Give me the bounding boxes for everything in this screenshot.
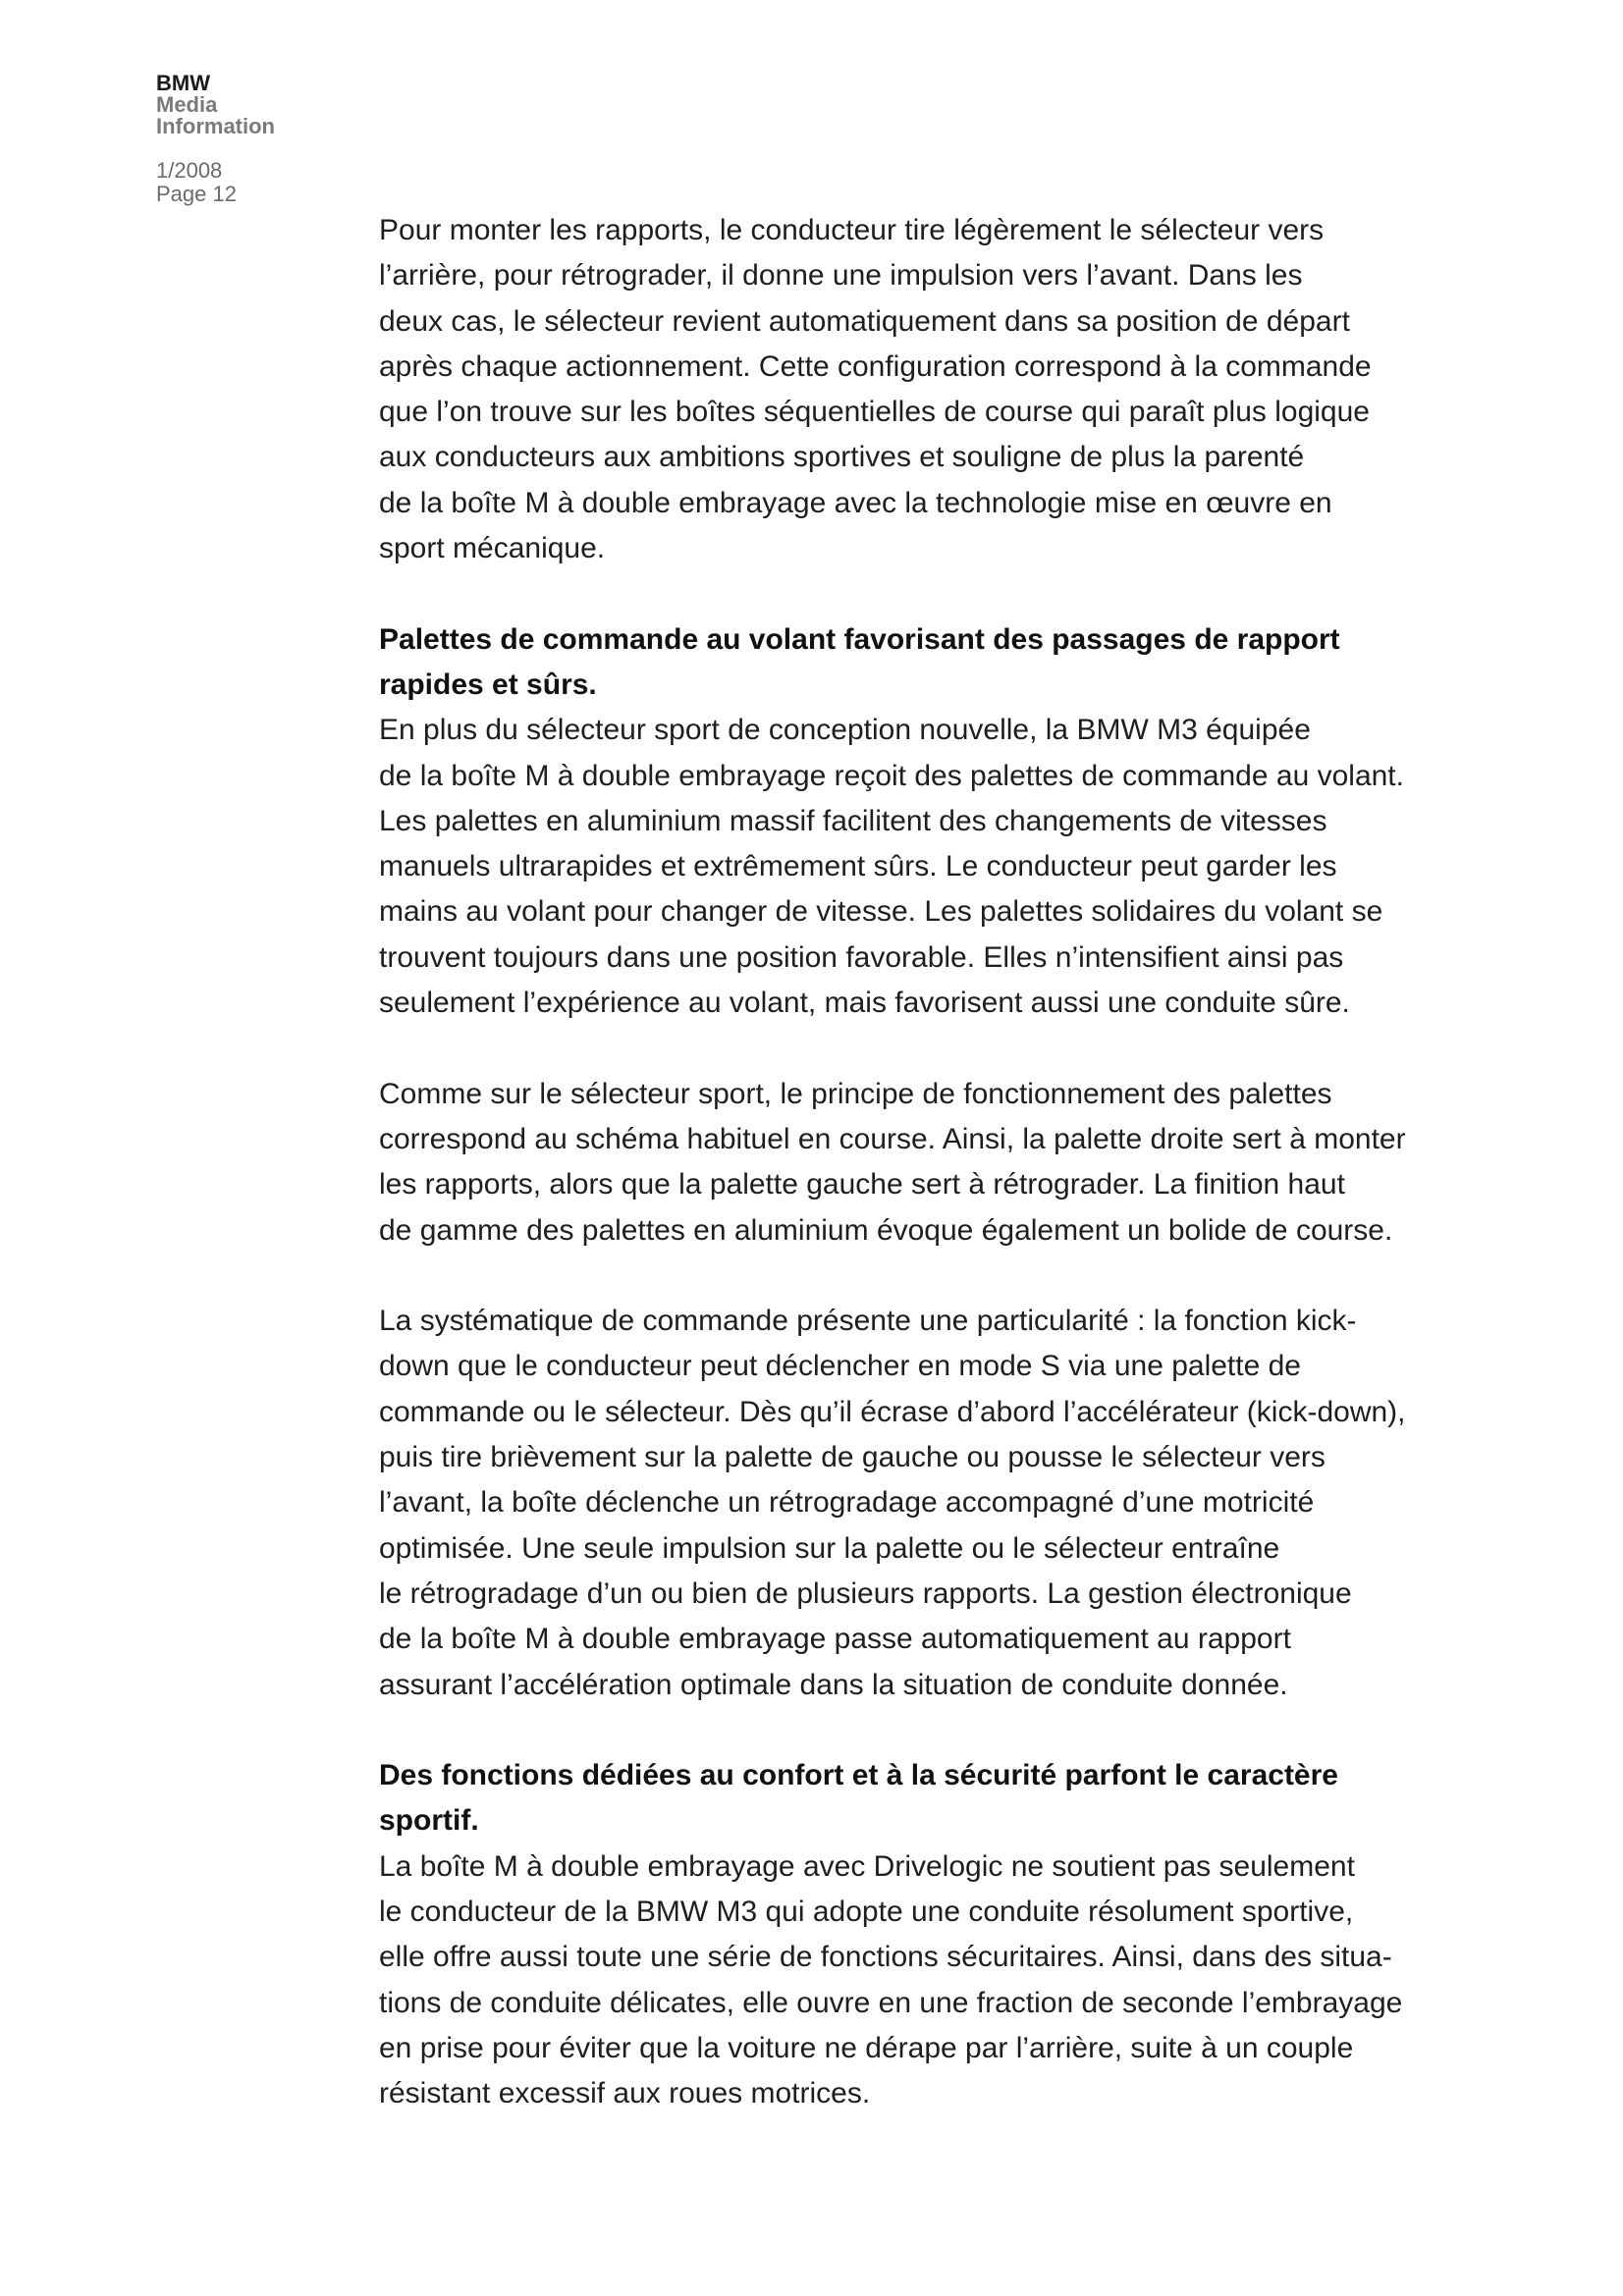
text-line: trouvent toujours dans une position favorable. Elles n’intensifient ainsi pas <box>379 940 1344 974</box>
paragraph-spacer <box>379 1026 1420 1071</box>
text-line: optimisée. Une seule impulsion sur la palette ou le sélecteur entraîne <box>379 1531 1280 1565</box>
text-line: de la boîte M à double embrayage avec la technologie mise en œuvre en <box>379 486 1332 519</box>
text-line: commande ou le sélecteur. Dès qu’il écrase d’abord l’accélérateur (kick-down), <box>379 1395 1406 1428</box>
text-line: résistant excessif aux roues motrices. <box>379 2077 871 2110</box>
text-line: assurant l’accélération optimale dans la situation de conduite donnée. <box>379 1668 1288 1701</box>
text-line: le conducteur de la BMW M3 qui adopte une conduite résolument sportive, <box>379 1895 1354 1928</box>
brand-media: Media <box>156 92 218 117</box>
text-line: seulement l’expérience au volant, mais favorisent aussi une conduite sûre. <box>379 987 1350 1020</box>
text-line: sportif. <box>379 1804 479 1838</box>
text-line: de la boîte M à double embrayage reçoit des palettes de commande au volant. <box>379 759 1404 792</box>
text-line: mains au volant pour changer de vitesse. Les palettes solidaires du volant se <box>379 895 1383 929</box>
text-line: que l’on trouve sur les boîtes séquentielles de course qui paraît plus logique <box>379 396 1370 429</box>
text-line: le rétrogradage d’un ou bien de plusieurs rapports. La gestion électronique <box>379 1576 1352 1610</box>
text-line: de la boîte M à double embrayage passe automatiquement au rapport <box>379 1623 1291 1656</box>
text-line: tions de conduite délicates, elle ouvre en une fraction de seconde l’embrayage <box>379 1986 1403 2019</box>
text-line: Les palettes en aluminium massif facilitent des changements de vitesses <box>379 804 1327 837</box>
body-paragraph <box>379 1299 1420 1708</box>
section-heading <box>379 617 1420 709</box>
text-line: en prise pour éviter que la voiture ne dérape par l’arrière, suite à un couple <box>379 2031 1354 2064</box>
text-line: correspond au schéma habituel en course. Ainsi, la palette droite sert à monter <box>379 1122 1406 1155</box>
brand-information: Information <box>156 114 275 138</box>
paragraph-spacer <box>379 1254 1420 1299</box>
brand-block <box>156 73 352 137</box>
paragraph-spacer <box>379 571 1420 616</box>
text-line: de gamme des palettes en aluminium évoque également un bolide de course. <box>379 1213 1393 1247</box>
text-line: Palettes de commande au volant favorisant des passages de rapport <box>379 622 1340 656</box>
text-line: La boîte M à double embrayage avec Drivelogic ne soutient pas seulement <box>379 1849 1355 1883</box>
text-line: Des fonctions dédiées au confort et à la sécurité parfont le caractère <box>379 1759 1338 1792</box>
document-body <box>379 208 1420 2116</box>
body-paragraph <box>379 1072 1420 1254</box>
text-line: l’arrière, pour rétrograder, il donne une impulsion vers l’avant. Dans les <box>379 259 1303 293</box>
text-line: down que le conducteur peut déclencher en mode S via une palette de <box>379 1350 1301 1383</box>
text-line: En plus du sélecteur sport de conception nouvelle, la BMW M3 équipée <box>379 714 1311 747</box>
text-line: rapides et sûrs. <box>379 667 597 701</box>
body-paragraph <box>379 1844 1420 2117</box>
text-line: après chaque actionnement. Cette configuration correspond à la commande <box>379 349 1372 383</box>
text-line: les rapports, alors que la palette gauche sert à rétrograder. La finition haut <box>379 1168 1345 1201</box>
document-header <box>156 73 352 206</box>
text-line: aux conducteurs aux ambitions sportives et souligne de plus la parenté <box>379 441 1305 474</box>
page-number: Page 12 <box>156 182 237 206</box>
document-meta <box>156 159 352 206</box>
body-paragraph <box>379 708 1420 1026</box>
text-line: deux cas, le sélecteur revient automatiquement dans sa position de départ <box>379 304 1350 338</box>
brand-name: BMW <box>156 71 210 95</box>
text-line: Comme sur le sélecteur sport, le principe de fonctionnement des palettes <box>379 1077 1332 1110</box>
text-line: sport mécanique. <box>379 532 606 565</box>
section-heading <box>379 1753 1420 1844</box>
text-line: puis tire brièvement sur la palette de gauche ou pousse le sélecteur vers <box>379 1441 1325 1474</box>
body-paragraph <box>379 208 1420 571</box>
paragraph-spacer <box>379 1708 1420 1753</box>
document-date: 1/2008 <box>156 158 223 183</box>
text-line: manuels ultrarapides et extrêmement sûrs. Le conducteur peut garder les <box>379 850 1337 883</box>
text-line: l’avant, la boîte déclenche un rétrogradage accompagné d’une motricité <box>379 1486 1315 1520</box>
text-line: La systématique de commande présente une particularité : la fonction kick- <box>379 1305 1357 1338</box>
text-line: elle offre aussi toute une série de fonctions sécuritaires. Ainsi, dans des situa- <box>379 1941 1392 1974</box>
text-line: Pour monter les rapports, le conducteur tire légèrement le sélecteur vers <box>379 214 1325 246</box>
